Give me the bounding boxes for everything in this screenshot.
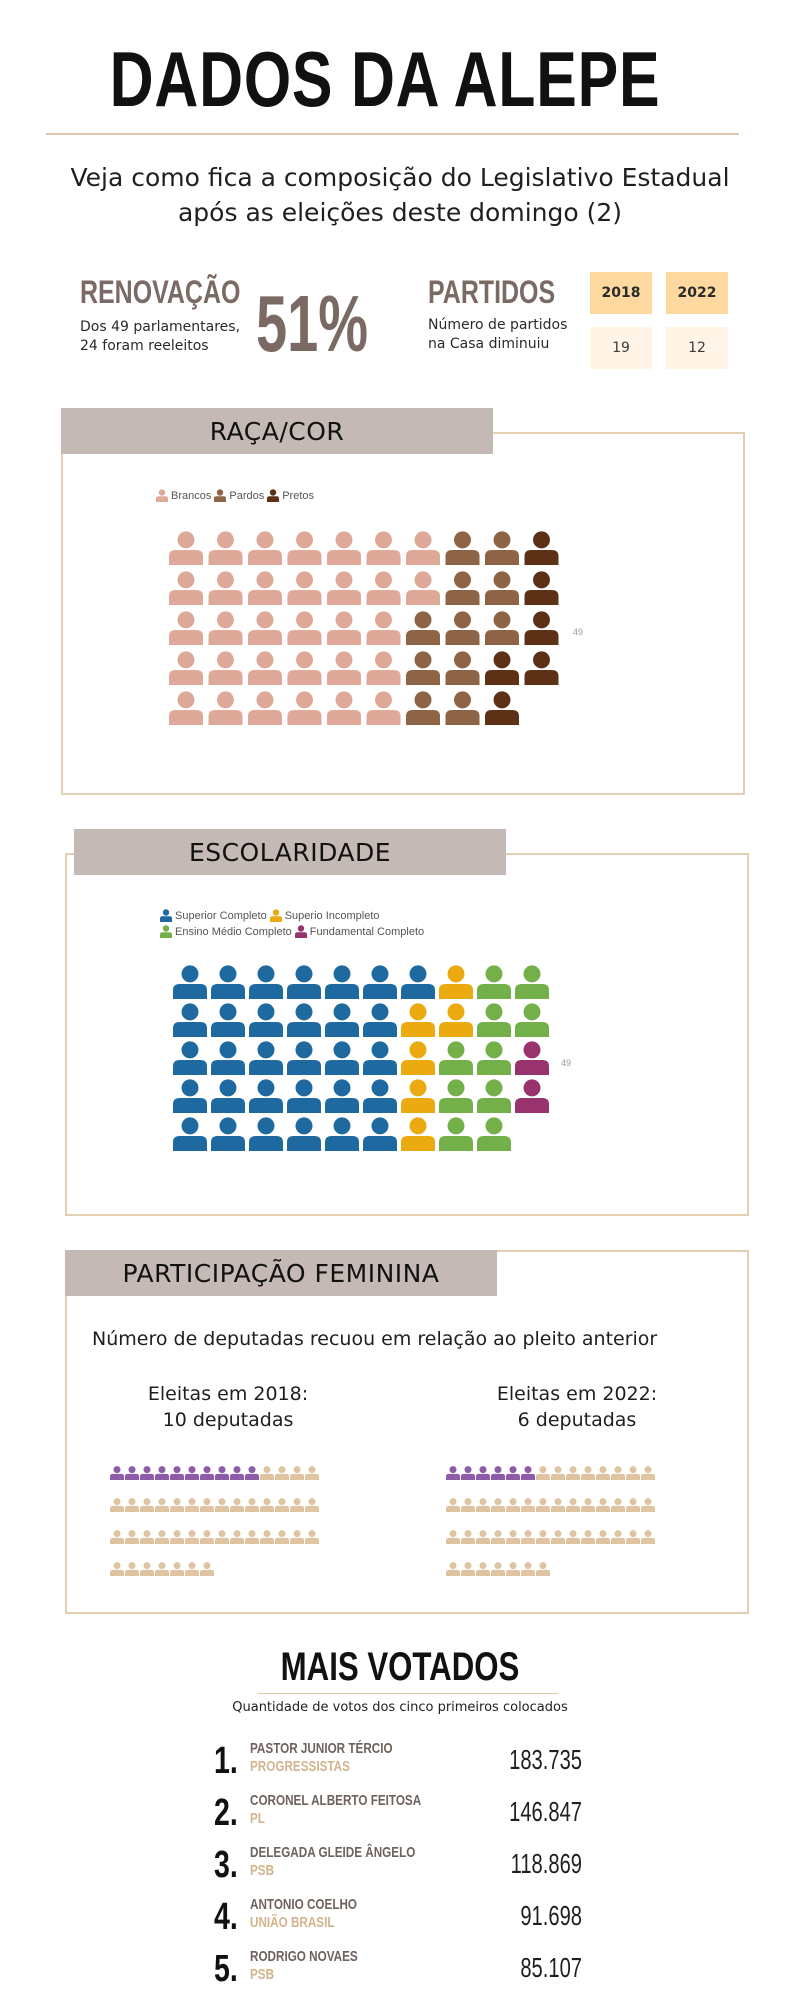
man-icon [170, 1562, 184, 1576]
ranking-party: PROGRESSISTAS [250, 1758, 350, 1775]
man-icon [521, 1498, 535, 1512]
man-icon [551, 1498, 565, 1512]
man-icon [506, 1562, 520, 1576]
eleitas-2022-line-2: 6 deputadas [517, 1409, 637, 1431]
escolaridade-legend-label: Superio Incompleto [284, 909, 380, 922]
man-icon [215, 1498, 229, 1512]
raca-legend-label: Brancos [171, 489, 212, 502]
man-icon [536, 1498, 550, 1512]
man-icon [611, 1466, 625, 1480]
man-icon [626, 1466, 640, 1480]
ranking-votes: 85.107 [520, 1952, 582, 1983]
man-icon [215, 1530, 229, 1544]
man-icon [185, 1530, 199, 1544]
woman-icon [140, 1466, 154, 1480]
man-icon [290, 1530, 304, 1544]
escolaridade-legend-label: Ensino Médio Completo [175, 925, 292, 938]
raca-legend-label: Pardos [229, 489, 265, 502]
man-icon [596, 1466, 610, 1480]
man-icon [551, 1466, 565, 1480]
participacao-subtitle: Número de deputadas recuou em relação ao pleito anterior [92, 1328, 658, 1350]
man-icon [491, 1562, 505, 1576]
man-icon [626, 1530, 640, 1544]
renovacao-percent: 51% [256, 279, 369, 368]
man-icon [596, 1498, 610, 1512]
man-icon [446, 1562, 460, 1576]
woman-icon [125, 1466, 139, 1480]
ranking-name: DELEGADA GLEIDE ÂNGELO [250, 1844, 416, 1861]
man-icon [140, 1498, 154, 1512]
man-icon [305, 1466, 319, 1480]
woman-icon [521, 1466, 535, 1480]
man-icon [200, 1530, 214, 1544]
woman-icon [491, 1466, 505, 1480]
subtitle-line-1: Veja como fica a composição do Legislativo Estadual [70, 163, 730, 192]
partidos-text-line-1: Número de partidos [428, 317, 568, 333]
woman-icon [461, 1466, 475, 1480]
partidos-label: PARTIDOS [428, 274, 556, 310]
man-icon [305, 1498, 319, 1512]
ranking-name: CORONEL ALBERTO FEITOSA [250, 1792, 422, 1809]
partidos-value-2018: 19 [590, 327, 652, 369]
man-icon [170, 1498, 184, 1512]
ranking-party: PSB [250, 1966, 275, 1983]
woman-icon [446, 1466, 460, 1480]
partidos-value-2022: 12 [666, 327, 728, 369]
man-icon [536, 1562, 550, 1576]
woman-icon [215, 1466, 229, 1480]
ranking-number: 1. [214, 1740, 238, 1782]
man-icon [536, 1530, 550, 1544]
man-icon [476, 1562, 490, 1576]
man-icon [110, 1562, 124, 1576]
man-icon [290, 1466, 304, 1480]
ranking-name: RODRIGO NOVAES [250, 1948, 358, 1965]
man-icon [110, 1498, 124, 1512]
man-icon [230, 1498, 244, 1512]
ranking-votes: 183.735 [509, 1744, 582, 1775]
woman-icon [155, 1466, 169, 1480]
man-icon [170, 1530, 184, 1544]
woman-icon [506, 1466, 520, 1480]
woman-icon [230, 1466, 244, 1480]
woman-icon [200, 1466, 214, 1480]
man-icon [155, 1530, 169, 1544]
man-icon [230, 1530, 244, 1544]
ranking-number: 2. [214, 1792, 238, 1834]
man-icon [611, 1530, 625, 1544]
man-icon [185, 1498, 199, 1512]
raca-legend-label: Pretos [282, 489, 315, 502]
man-icon [566, 1466, 580, 1480]
subtitle-line-2: após as eleições deste domingo (2) [177, 198, 623, 227]
man-icon [260, 1530, 274, 1544]
partidos-year-2018: 2018 [590, 272, 652, 314]
man-icon [581, 1498, 595, 1512]
man-icon [461, 1530, 475, 1544]
man-icon [290, 1498, 304, 1512]
man-icon [521, 1530, 535, 1544]
man-icon [461, 1562, 475, 1576]
mais-votados-divider [258, 1693, 558, 1694]
raca-total-label: 49 [573, 627, 584, 637]
man-icon [245, 1498, 259, 1512]
man-icon [581, 1466, 595, 1480]
partidos-year-2022: 2022 [666, 272, 728, 314]
raca-title: RAÇA/COR [61, 408, 493, 454]
man-icon [641, 1466, 655, 1480]
man-icon [155, 1498, 169, 1512]
ranking-votes: 91.698 [520, 1900, 582, 1931]
woman-icon [245, 1466, 259, 1480]
man-icon [566, 1530, 580, 1544]
woman-icon [476, 1466, 490, 1480]
page-title: DADOS DA ALEPE [109, 35, 661, 123]
escolaridade-legend-label: Fundamental Completo [309, 925, 425, 938]
man-icon [275, 1530, 289, 1544]
man-icon [305, 1530, 319, 1544]
man-icon [641, 1530, 655, 1544]
man-icon [185, 1562, 199, 1576]
man-icon [275, 1498, 289, 1512]
escolaridade-legend-label: Superior Completo [175, 909, 267, 922]
man-icon [125, 1530, 139, 1544]
ranking-party: UNIÃO BRASIL [250, 1914, 335, 1931]
man-icon [125, 1562, 139, 1576]
man-icon [491, 1530, 505, 1544]
man-icon [566, 1498, 580, 1512]
ranking-votes: 146.847 [509, 1796, 582, 1827]
ranking-name: ANTONIO COELHO [250, 1896, 358, 1913]
man-icon [506, 1530, 520, 1544]
man-icon [200, 1498, 214, 1512]
man-icon [536, 1466, 550, 1480]
eleitas-2018-line-1: Eleitas em 2018: [147, 1383, 309, 1405]
escolaridade-title: ESCOLARIDADE [74, 829, 506, 875]
renovacao-text-line-1: Dos 49 parlamentares, [80, 319, 241, 335]
man-icon [551, 1530, 565, 1544]
man-icon [641, 1498, 655, 1512]
man-icon [491, 1498, 505, 1512]
man-icon [110, 1530, 124, 1544]
man-icon [140, 1530, 154, 1544]
man-icon [596, 1530, 610, 1544]
man-icon [611, 1498, 625, 1512]
participacao-title: PARTICIPAÇÃO FEMININA [65, 1250, 497, 1296]
man-icon [200, 1562, 214, 1576]
man-icon [521, 1562, 535, 1576]
mais-votados-subtitle: Quantidade de votos dos cinco primeiros colocados [232, 1700, 568, 1715]
man-icon [626, 1498, 640, 1512]
man-icon [245, 1530, 259, 1544]
man-icon [476, 1498, 490, 1512]
ranking-name: PASTOR JUNIOR TÉRCIO [250, 1740, 393, 1757]
man-icon [446, 1498, 460, 1512]
woman-icon [170, 1466, 184, 1480]
ranking-party: PL [250, 1810, 265, 1827]
man-icon [140, 1562, 154, 1576]
man-icon [581, 1530, 595, 1544]
man-icon [260, 1498, 274, 1512]
man-icon [155, 1562, 169, 1576]
eleitas-2022-line-1: Eleitas em 2022: [496, 1383, 658, 1405]
partidos-text-line-2: na Casa diminuiu [428, 336, 550, 352]
mais-votados-title: MAIS VOTADOS [280, 1645, 520, 1689]
ranking-number: 4. [214, 1896, 238, 1938]
ranking-number: 3. [214, 1844, 238, 1886]
man-icon [125, 1498, 139, 1512]
escolaridade-total-label: 49 [561, 1058, 572, 1068]
man-icon [260, 1466, 274, 1480]
ranking-party: PSB [250, 1862, 275, 1879]
renovacao-label: RENOVAÇÃO [80, 274, 241, 310]
woman-icon [110, 1466, 124, 1480]
woman-icon [185, 1466, 199, 1480]
eleitas-2018-line-2: 10 deputadas [162, 1409, 294, 1431]
ranking-votes: 118.869 [510, 1848, 582, 1879]
man-icon [506, 1498, 520, 1512]
man-icon [275, 1466, 289, 1480]
man-icon [446, 1530, 460, 1544]
renovacao-text-line-2: 24 foram reeleitos [80, 338, 209, 354]
man-icon [476, 1530, 490, 1544]
ranking-number: 5. [214, 1948, 238, 1990]
man-icon [461, 1498, 475, 1512]
